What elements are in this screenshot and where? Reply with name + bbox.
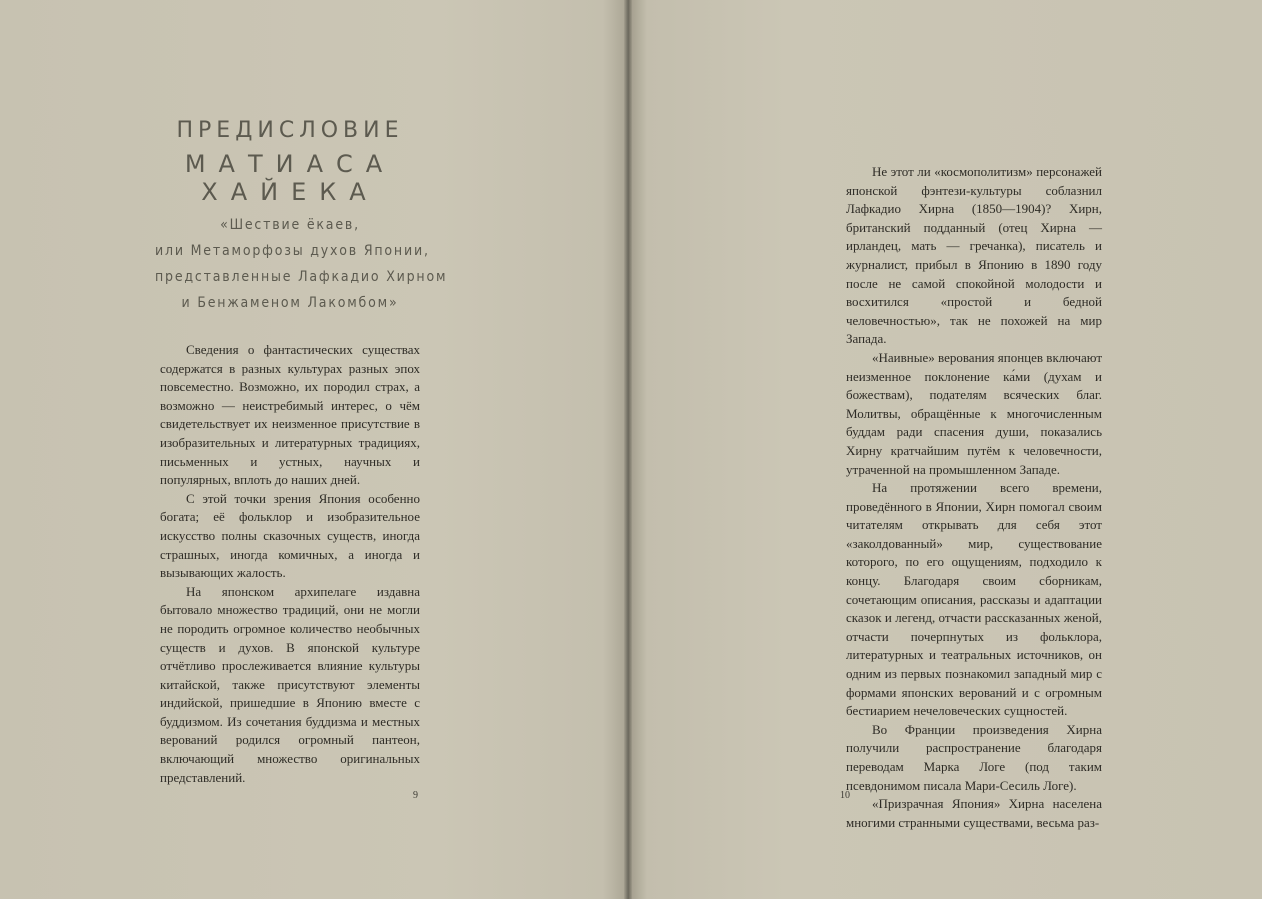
chapter-title-line1: ПРЕДИСЛОВИЕ — [176, 118, 404, 143]
paragraph: На протяжении всего времени, проведённого в Японии, Хирн помогал своим читателям открывать для себя этот «заколдованный» мир, существование которого, по его ощущениям, подходило к концу. Благодаря своим сборникам, сочетающим описания, рассказы и адаптации сказок и легенд, отчасти рассказанных женой, отчасти почерпнутых из фольклора, литературных и театральных источников, он одним из первых познакомил западный мир с формами японских верований и с огромным бестиарием нечеловеческих сущностей. — [846, 480, 1102, 719]
paragraph: «Призрачная Япония» Хирна населена многими странными существами, весьма раз- — [846, 796, 1102, 830]
page-number-left: 9 — [413, 790, 418, 801]
chapter-subtitle — [155, 212, 448, 316]
subtitle-line: и Бенжаменом Лакомбом» — [181, 295, 399, 311]
paragraph: Во Франции произведения Хирна получили распространение благодаря переводам Марка Логе (под таким псевдонимом писала Мари-Сесиль Логе). — [846, 721, 1102, 793]
paragraph: На японском архипелаге издавна бытовало множество традиций, они не могли не породить огромное количество необычных существ и духов. В японской культуре отчётливо прослеживается влияние культуры китайской, также присутствуют элементы индийской, пришедшие в Японию вместе с буддизмом. Из сочетания буддизма и местных верований родился огромный пантеон, включающий множество оригинальных представлений. — [160, 583, 420, 785]
paragraph: С этой точки зрения Япония особенно богата; её фольклор и изобразительное искусство полны сказочных существ, иногда страшных, иногда комичных, а иногда и вызывающих жалость. — [160, 490, 420, 581]
paragraph: «Наивные» верования японцев включают неизменное поклонение ка́ми (духам и божествам), подателям всяческих благ. Молитвы, обращённые к многочисленным буддам ради спасения души, показались Хирну кратчайшим путём к человечности, утраченной на промышленном Западе. — [846, 349, 1102, 477]
left-page — [0, 0, 628, 899]
left-body-text — [160, 341, 420, 787]
subtitle-line: «Шествие ёкаев, — [220, 217, 360, 233]
paragraph: Сведения о фантастических существах содержатся в разных культурах разных эпох повсеместно. Возможно, их породил страх, а возможно — неистребимый интерес, о чём свидетельствует их неизменное присутствие в изобразительных и литературных традициях, письменных и устных, научных и популярных, вплоть до наших дней. — [160, 342, 420, 488]
chapter-title-line2: МАТИАСА ХАЙЕКА — [184, 150, 396, 206]
paragraph: Не этот ли «космополитизм» персонажей японской фэнтези-культуры соблазнил Лафкадио Хирна (1850—1904)? Хирн, британский подданный (отец Хирна — ирландец, мать — гречанка), писатель и журналист, прибыл в Японию в 1890 году после не самой спокойной молодости и восхитился «простой и бедной человечностью», так не похожей на мир Запада. — [846, 164, 1102, 347]
page-number-right: 10 — [840, 790, 850, 801]
subtitle-line: представленные Лафкадио Хирном — [155, 269, 448, 285]
subtitle-line: или Метаморфозы духов Японии, — [155, 243, 430, 259]
right-body-text — [846, 163, 1102, 832]
book-gutter — [624, 0, 632, 899]
